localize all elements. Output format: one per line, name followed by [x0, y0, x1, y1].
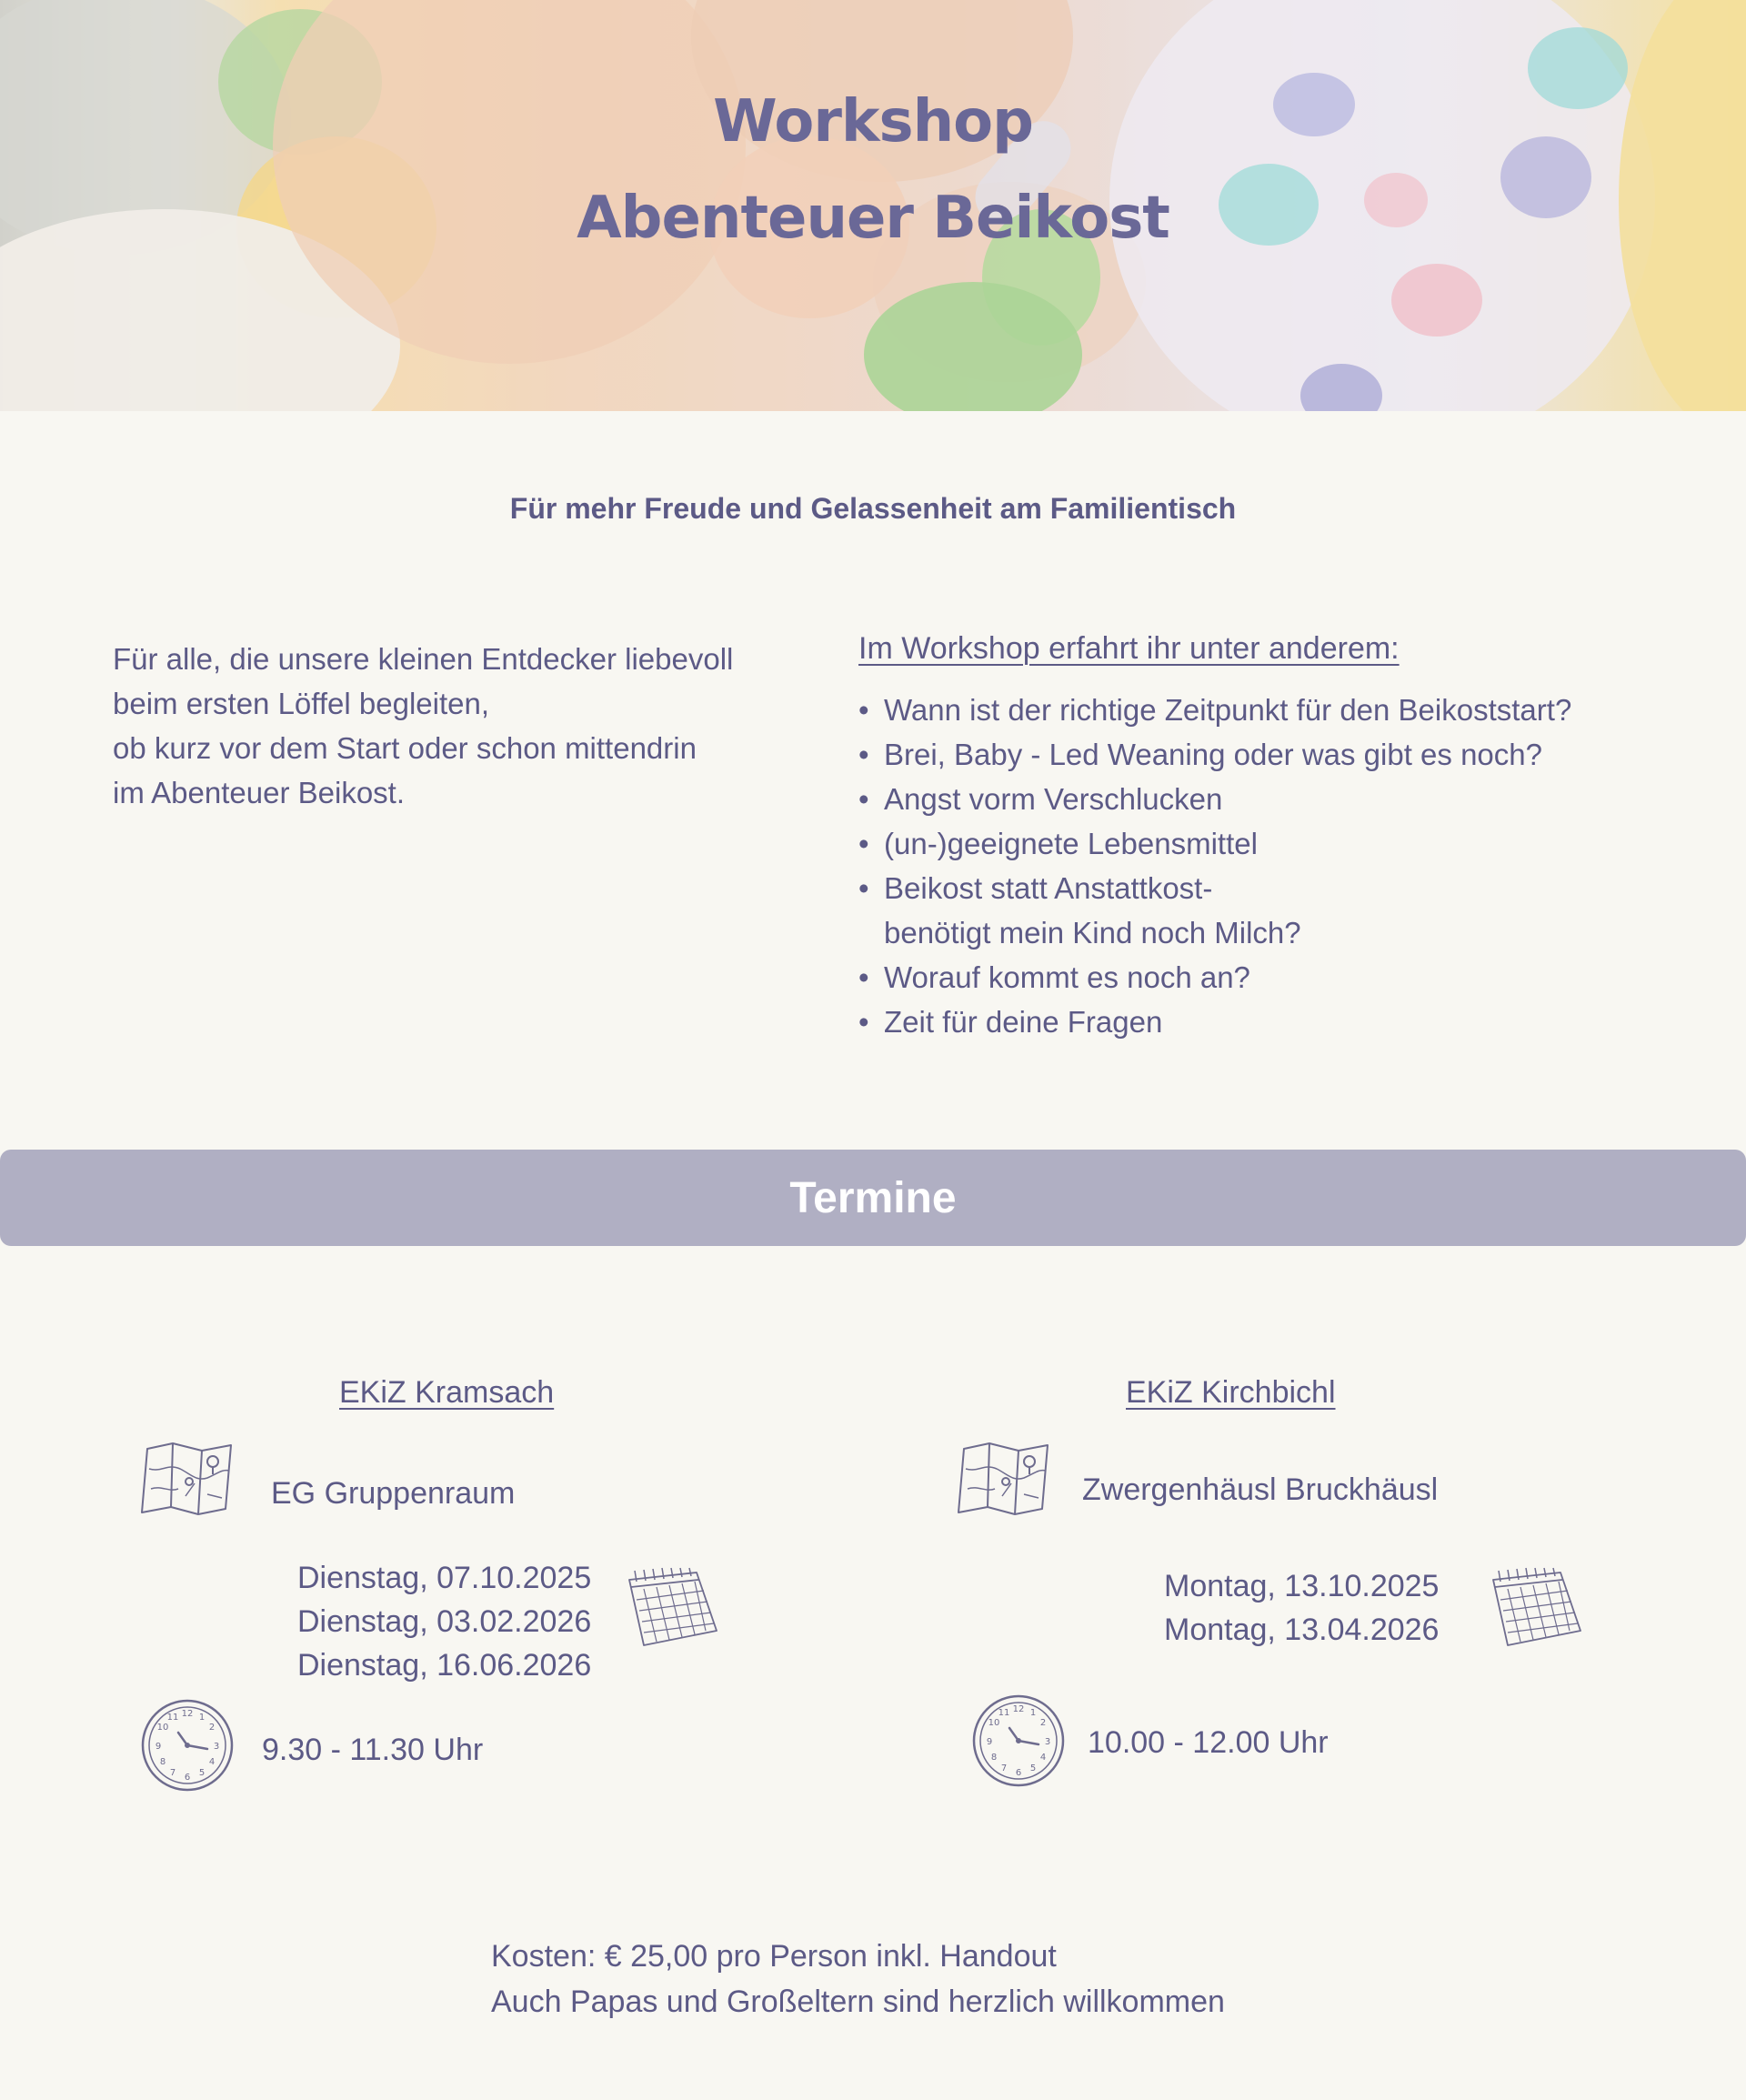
list-item-continuation: benötigt mein Kind noch Milch? — [884, 916, 1301, 950]
date-item: Dienstag, 03.02.2026 — [297, 1604, 592, 1639]
costs-line: Kosten: € 25,00 pro Person inkl. Handout — [491, 1939, 1057, 1974]
time-kirchbichl: 10.00 - 12.00 Uhr — [1088, 1725, 1329, 1760]
bullet: • — [858, 871, 869, 905]
topics-heading: Im Workshop erfahrt ihr unter anderem: — [858, 631, 1400, 666]
list-item: • Angst vorm Verschlucken — [858, 777, 1571, 821]
svg-text:10: 10 — [988, 1718, 1000, 1728]
bullet: • — [858, 827, 869, 860]
date-item: Dienstag, 07.10.2025 — [297, 1561, 592, 1595]
list-item: • Beikost statt Anstattkost- benötigt mein Kind noch Milch? — [858, 866, 1571, 955]
svg-text:5: 5 — [198, 1768, 206, 1778]
svg-text:11: 11 — [166, 1713, 179, 1723]
welcome-line: Auch Papas und Großeltern sind herzlich willkommen — [491, 1984, 1225, 2019]
svg-text:2: 2 — [208, 1723, 216, 1733]
list-item: • Brei, Baby - Led Weaning oder was gibt es noch? — [858, 732, 1571, 777]
svg-text:9: 9 — [986, 1737, 993, 1747]
svg-text:2: 2 — [1039, 1718, 1047, 1728]
bullet: • — [858, 782, 869, 816]
location-name-kirchbichl: EKiZ Kirchbichl — [1126, 1375, 1336, 1410]
svg-text:11: 11 — [998, 1708, 1010, 1718]
room-kramsach: EG Gruppenraum — [271, 1476, 516, 1511]
location-name-kramsach: EKiZ Kramsach — [339, 1375, 555, 1410]
svg-text:12: 12 — [1012, 1704, 1025, 1714]
svg-text:3: 3 — [1044, 1737, 1051, 1747]
svg-text:6: 6 — [184, 1773, 191, 1783]
termine-heading: Termine — [789, 1174, 957, 1222]
map-icon — [957, 1442, 1051, 1518]
intro-text — [113, 637, 733, 815]
svg-text:4: 4 — [208, 1757, 216, 1767]
intro-line: beim ersten Löffel begleiten, — [113, 687, 489, 720]
tagline: Für mehr Freude und Gelassenheit am Familientisch — [509, 492, 1237, 525]
svg-text:7: 7 — [169, 1768, 176, 1778]
clock-icon — [140, 1698, 235, 1793]
calendar-icon — [1490, 1567, 1584, 1649]
intro-line: ob kurz vor dem Start oder schon mittendrin — [113, 731, 697, 765]
svg-text:5: 5 — [1029, 1763, 1037, 1773]
svg-text:12: 12 — [181, 1709, 194, 1719]
list-item: • (un-)geeignete Lebensmittel — [858, 821, 1571, 866]
dates-kramsach — [297, 1556, 591, 1687]
list-item: • Zeit für deine Fragen — [858, 1000, 1571, 1044]
svg-text:3: 3 — [213, 1742, 220, 1752]
costs-info — [491, 1934, 1225, 2025]
date-item: Montag, 13.10.2025 — [1164, 1569, 1440, 1603]
svg-text:6: 6 — [1015, 1768, 1022, 1778]
intro-line: Für alle, die unsere kleinen Entdecker liebevoll — [113, 642, 734, 676]
dates-kirchbichl — [1164, 1564, 1439, 1652]
date-item: Dienstag, 16.06.2026 — [297, 1648, 592, 1683]
bullet: • — [858, 960, 869, 994]
time-kramsach: 9.30 - 11.30 Uhr — [262, 1733, 484, 1767]
topics-list — [858, 688, 1571, 1044]
bullet: • — [858, 738, 869, 771]
svg-text:7: 7 — [1000, 1763, 1008, 1773]
bullet: • — [858, 693, 869, 727]
svg-text:10: 10 — [156, 1723, 169, 1733]
bullet: • — [858, 1005, 869, 1039]
workshop-subtitle: Abenteuer Beikost — [577, 185, 1169, 252]
svg-text:9: 9 — [155, 1742, 162, 1752]
svg-text:1: 1 — [1029, 1708, 1037, 1718]
map-icon — [140, 1442, 235, 1518]
clock-icon — [971, 1693, 1066, 1788]
svg-text:8: 8 — [159, 1757, 166, 1767]
date-item: Montag, 13.04.2026 — [1164, 1613, 1440, 1647]
list-item: • Wann ist der richtige Zeitpunkt für den Beikoststart? — [858, 688, 1571, 732]
svg-text:4: 4 — [1039, 1753, 1047, 1763]
intro-line: im Abenteuer Beikost. — [113, 776, 406, 809]
room-kirchbichl: Zwergenhäusl Bruckhäusl — [1082, 1472, 1439, 1507]
svg-text:8: 8 — [990, 1753, 998, 1763]
list-item: • Worauf kommt es noch an? — [858, 955, 1571, 1000]
calendar-icon — [626, 1567, 720, 1649]
workshop-title: Workshop — [713, 88, 1033, 156]
svg-text:1: 1 — [198, 1713, 206, 1723]
